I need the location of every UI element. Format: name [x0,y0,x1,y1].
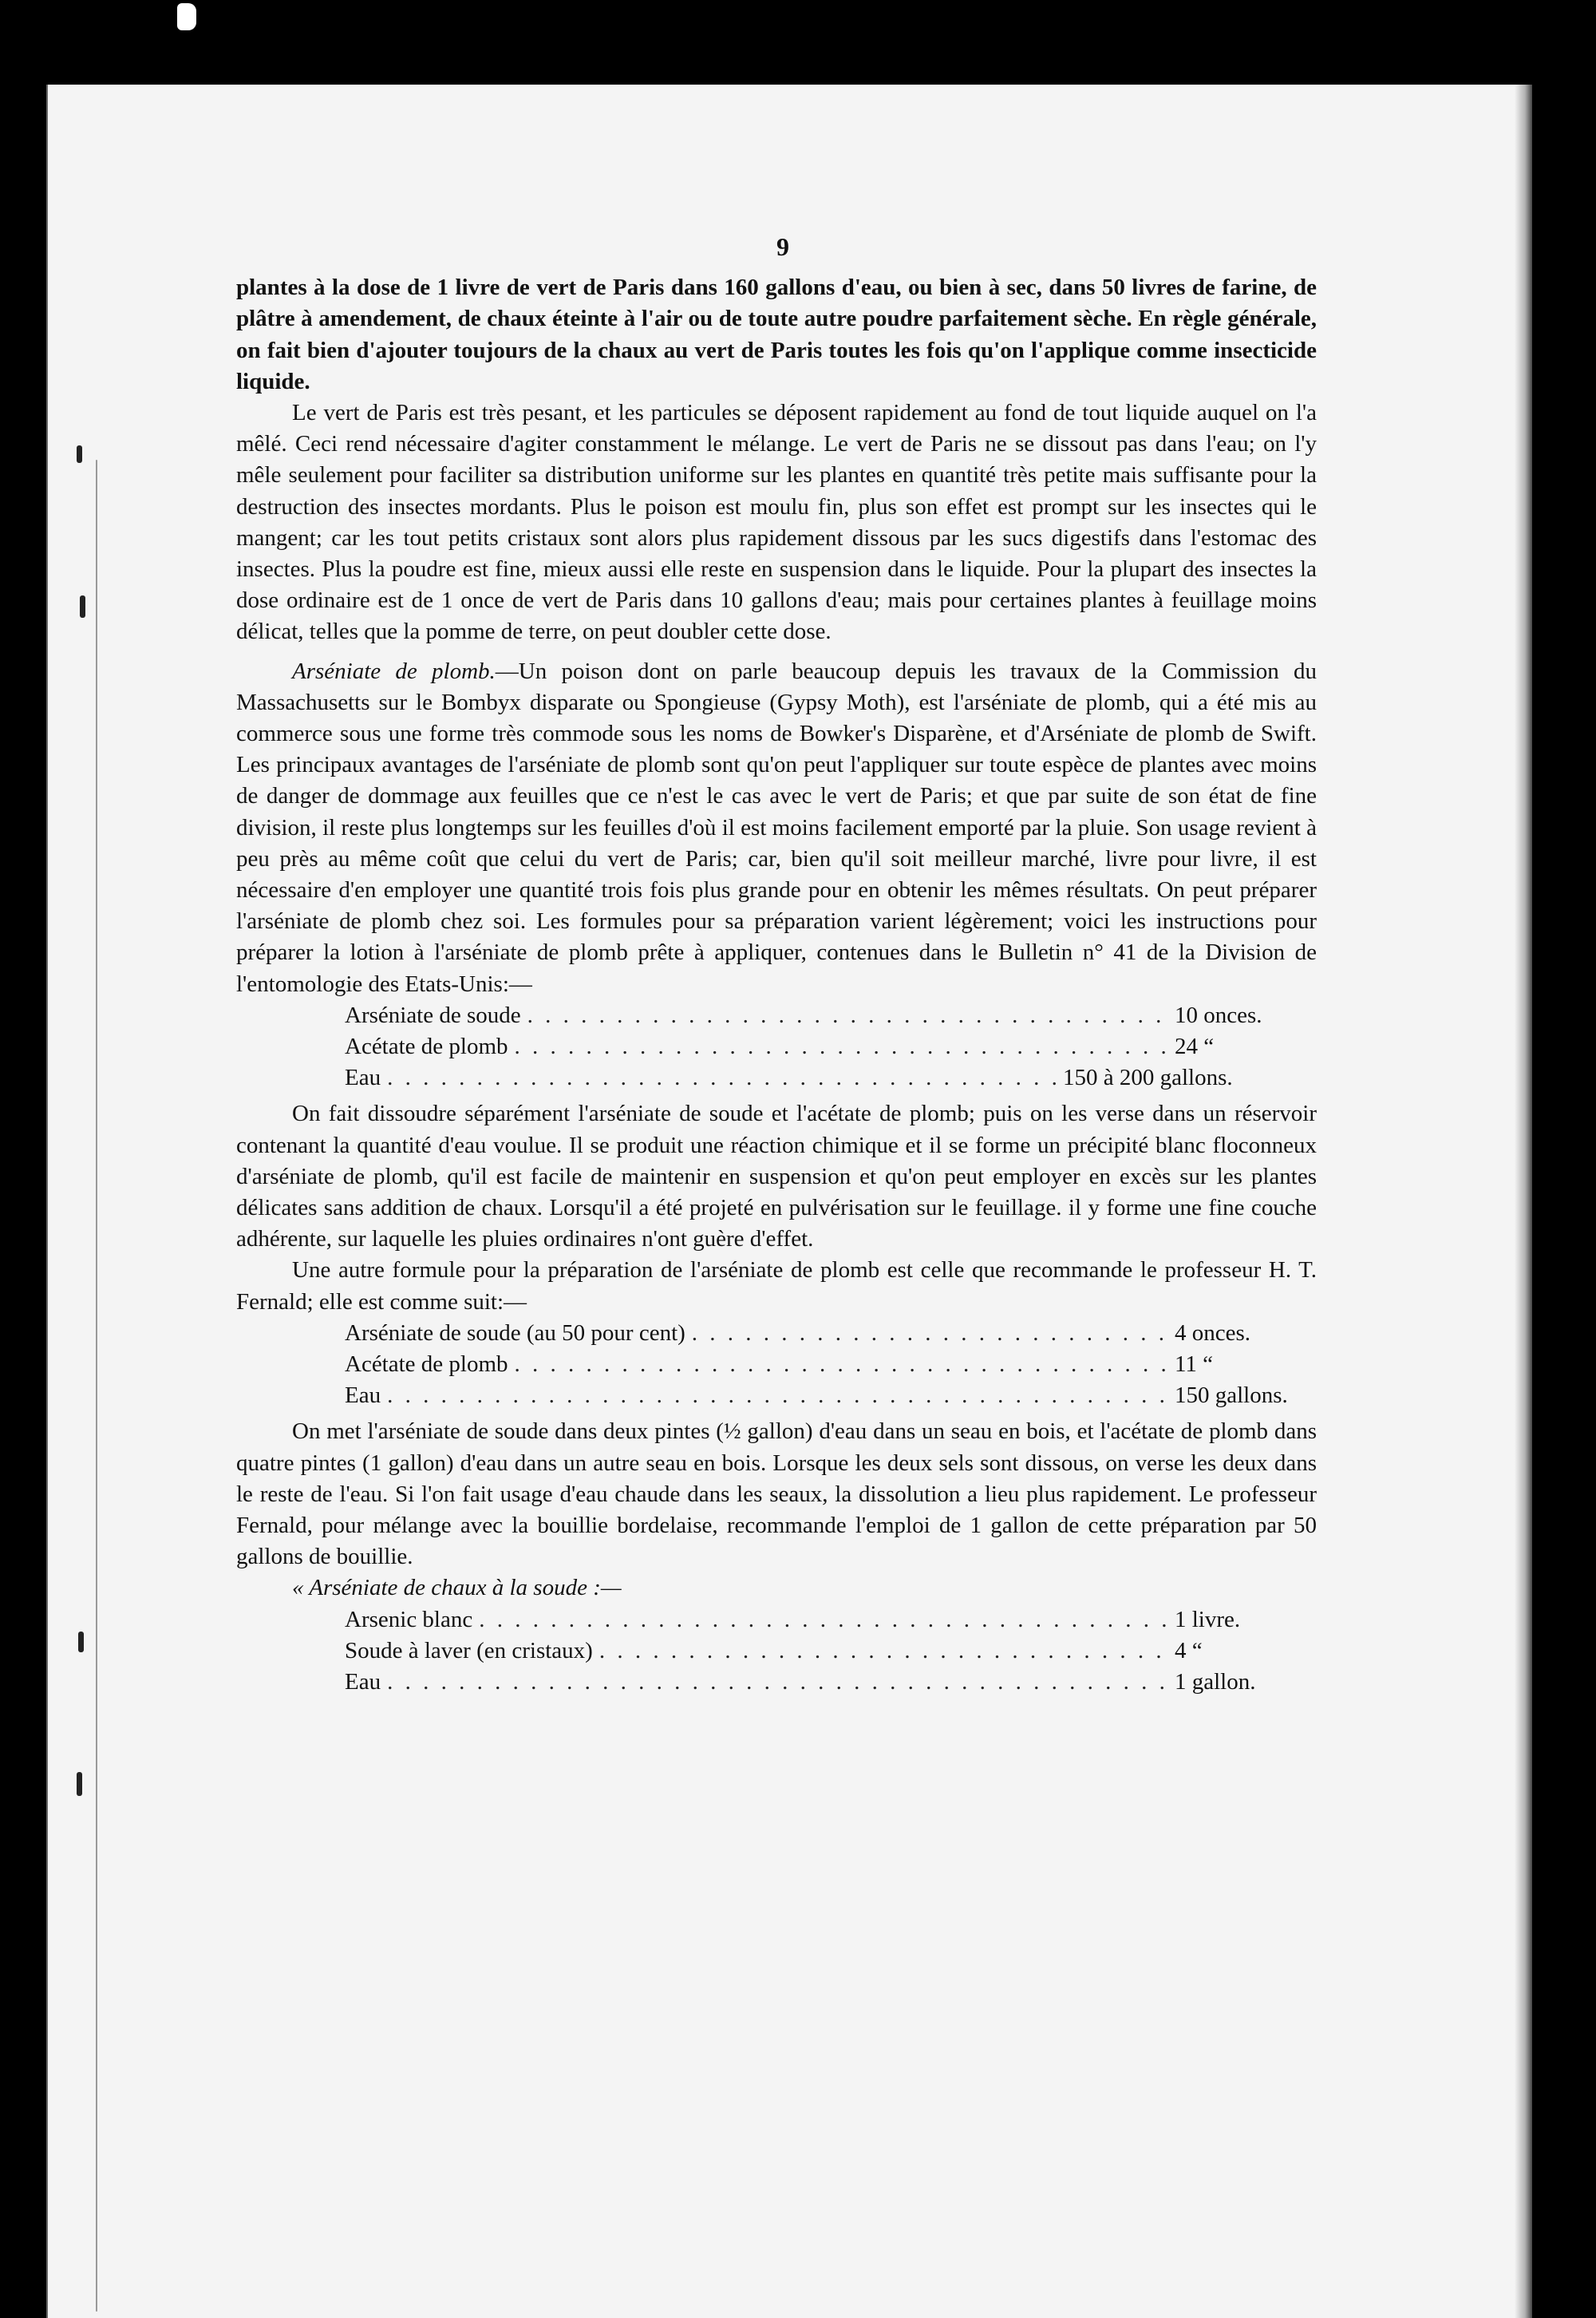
formula-row [345,1636,1302,1667]
dot-leader [387,1062,1057,1094]
ingredient-label: Acétate de plomb [345,1034,508,1060]
ingredient-label: Arsenic blanc [345,1606,473,1632]
scanned-page [46,85,1532,2318]
ingredient-quantity: 1 livre. [1175,1606,1241,1632]
formula-row [345,1062,1302,1094]
page-edge-shadow [1515,85,1532,2318]
margin-mark [77,445,82,463]
page-text [236,231,1317,1703]
formula-row [345,1380,1302,1411]
ingredient-quantity: 24 “ [1175,1034,1215,1060]
section-heading: Arséniate de plomb. [292,658,496,684]
ingredient-label: Arséniate de soude [345,1002,521,1028]
formula-table [236,1000,1317,1094]
ingredient-quantity: 4 onces. [1175,1319,1251,1346]
paragraph: Le vert de Paris est très pesant, et les particules se déposent rapidement au fond de tout liquide auquel on l'a mêlé. Ceci rend nécessaire d'agiter constamment le mélange. Le vert de Paris ne se dissout pas dans l'eau; on l'y mêle seulement pour faciliter sa distribution uniforme sur les plantes en quantité très petite mais suffisante pour la destruction des insectes mordants. Plus le poison est moulu fin, plus son effet est prompt sur les insectes qui le mangent; car les tout petits cristaux sont alors plus rapidement dissous par les sucs digestifs dans l'estomac des insectes. Plus la poudre est fine, mieux aussi elle reste en suspension dans le liquide. Pour la plupart des insectes la dose ordinaire est de 1 once de vert de Paris dans 10 gallons d'eau; mais pour certaines plantes à feuillage moins délicat, telles que la pomme de terre, on peut doubler cette dose. [236,400,1317,645]
formula-row [345,1031,1302,1062]
formula-row [345,1667,1302,1698]
dot-leader [387,1667,1168,1698]
ingredient-label: Soude à laver (en cristaux) [345,1637,593,1663]
dot-leader [387,1380,1168,1411]
dot-leader [527,1000,1168,1031]
margin-mark [78,1632,84,1652]
dot-leader [515,1349,1168,1380]
paragraph-body: —Un poison dont on parle beaucoup depuis les travaux de la Commission du Massachusetts sur le Bombyx disparate ou Spongieuse (Gypsy Moth), est l'arséniate de plomb, qui a été mis au commerce sous une forme très commode sous les noms de Bowker's Disparène, et d'Arséniate de plomb de Swift. Les principaux avantages de l'arséniate de plomb sont qu'on peut l'appliquer sur toute espèce de plantes avec moins de danger de dommage aux feuilles que ce n'est le cas avec le vert de Paris; et que par suite de son état de fine division, il reste plus longtemps sur les feuilles d'où il est moins facilement emporté par la pluie. Son usage revient à peu près au même coût que celui du vert de Paris; car, bien qu'il soit meilleur marché, livre pour livre, il est nécessaire d'en employer une quantité trois fois plus grande pour en obtenir les mêmes résultats. On peut préparer l'arséniate de plomb chez soi. Les formules pour sa préparation varient légèrement; voici les instructions pour préparer la lotion à l'arséniate de plomb prête à appliquer, contenues dans le Bulletin n° 41 de la Division de l'entomologie des Etats-Unis:— [236,658,1317,997]
dot-leader [599,1636,1168,1667]
dot-leader [515,1031,1168,1062]
ingredient-label: Acétate de plomb [345,1351,508,1378]
section-heading: « Arséniate de chaux à la soude :— [292,1575,622,1601]
dot-leader [479,1604,1168,1636]
paragraph: On fait dissoudre séparément l'arséniate de soude et l'acétate de plomb; puis on les verse dans un réservoir contenant la quantité d'eau voulue. Il se produit une réaction chimique et il se forme un précipité blanc floconneux d'arséniate de plomb, qu'il est facile de maintenir en suspension et qu'on peut employer en excès sur les plantes délicates sans addition de chaux. Lorsqu'il a été projeté en pulvérisation sur le feuillage. il y forme une fine couche adhérente, sur laquelle les pluies ordinaires n'ont guère d'effet. [236,1101,1317,1252]
paragraph: Une autre formule pour la préparation de l'arséniate de plomb est celle que recommande le professeur H. T. Fernald; elle est comme suit:— [236,1257,1317,1315]
margin-edge-line [96,460,97,2312]
paragraph [236,656,1317,1000]
margin-mark [77,1772,82,1796]
page-number: 9 [776,232,789,261]
scan-corner-mark [177,3,196,30]
formula-table [236,1604,1317,1699]
formula-table [236,1318,1317,1412]
dot-leader [692,1318,1168,1349]
ingredient-label: Eau [345,1669,381,1695]
formula-row [345,1604,1302,1636]
ingredient-label: Eau [345,1382,381,1409]
margin-mark [80,595,85,618]
ingredient-quantity: 4 “ [1175,1637,1203,1663]
formula-row [345,1000,1302,1031]
ingredient-label: Eau [345,1065,381,1091]
ingredient-quantity: 150 gallons. [1175,1382,1288,1409]
ingredient-quantity: 1 gallon. [1175,1669,1256,1695]
ingredient-quantity: 10 onces. [1175,1002,1262,1028]
paragraph: plantes à la dose de 1 livre de vert de Paris dans 160 gallons d'eau, ou bien à sec, dans 50 livres de farine, de plâtre à amendement, de chaux éteinte à l'air ou de toute autre poudre parfaitement sèche. En règle générale, on fait bien d'ajouter toujours de la chaux au vert de Paris toutes les fois qu'on l'applique comme insecticide liquide. [236,275,1317,394]
formula-row [345,1318,1302,1349]
formula-row [345,1349,1302,1380]
ingredient-quantity: 11 “ [1175,1351,1214,1378]
paragraph: On met l'arséniate de soude dans deux pintes (½ gallon) d'eau dans un seau en bois, et l'acétate de plomb dans quatre pintes (1 gallon) d'eau dans un autre seau en bois. Lorsque les deux sels sont dissous, on verse les deux dans le reste de l'eau. Si l'on fait usage d'eau chaude dans les seaux, la dissolution a lieu plus rapidement. Le professeur Fernald, pour mélange avec la bouillie bordelaise, recommande l'emploi de 1 gallon de cette préparation par 50 gallons de bouillie. [236,1418,1317,1570]
ingredient-quantity: 150 à 200 gallons. [1063,1065,1233,1091]
ingredient-label: Arséniate de soude (au 50 pour cent) [345,1319,685,1346]
